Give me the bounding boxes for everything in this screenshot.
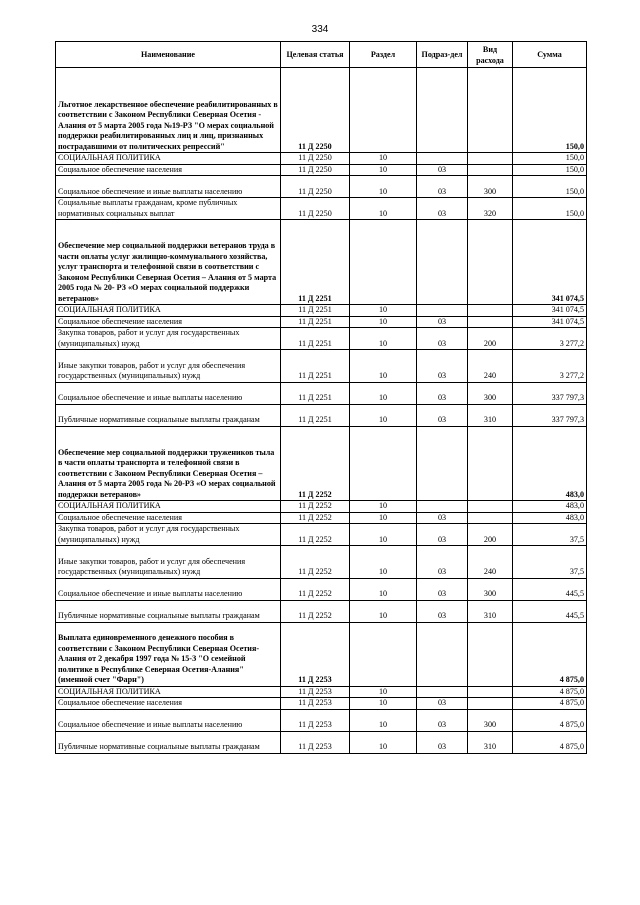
budget-table: [55, 41, 587, 754]
cell-expense-type: 310: [468, 404, 513, 426]
cell-expense-type: 240: [468, 546, 513, 579]
table-row: [56, 578, 587, 600]
cell-section: 10: [350, 578, 417, 600]
table-row: [56, 512, 587, 524]
cell-name: Закупка товаров, работ и услуг для государственных (муниципальных) нужд: [56, 524, 281, 546]
cell-subsection: 03: [417, 512, 468, 524]
cell-target-article: 11 Д 2251: [281, 316, 350, 328]
cell-subsection: [417, 220, 468, 305]
cell-expense-type: [468, 426, 513, 501]
cell-sum: 150,0: [513, 68, 587, 153]
cell-section: [350, 220, 417, 305]
cell-name: Социальные выплаты гражданам, кроме публичных нормативных социальных выплат: [56, 198, 281, 220]
table-row: [56, 153, 587, 165]
cell-name: Иные закупки товаров, работ и услуг для обеспечения государственных (муниципальных) нужд: [56, 546, 281, 579]
cell-section: 10: [350, 686, 417, 698]
table-row: [56, 709, 587, 731]
cell-sum: 445,5: [513, 578, 587, 600]
cell-subsection: 03: [417, 382, 468, 404]
cell-expense-type: 300: [468, 709, 513, 731]
cell-name: Публичные нормативные социальные выплаты гражданам: [56, 404, 281, 426]
cell-target-article: 11 Д 2253: [281, 622, 350, 686]
cell-expense-type: 300: [468, 176, 513, 198]
cell-name: Выплата единовременного денежного пособия в соответствии с Законом Республики Северная Осетия-Алания от 2 декабря 1997 года № 15-З "О семейной политике в Республике Северная Осетия-Алания" (именной счет "Фарн"): [56, 622, 281, 686]
cell-target-article: 11 Д 2250: [281, 198, 350, 220]
cell-expense-type: 200: [468, 328, 513, 350]
cell-expense-type: [468, 686, 513, 698]
cell-expense-type: [468, 305, 513, 317]
cell-section: [350, 68, 417, 153]
cell-name: Социальное обеспечение и иные выплаты населению: [56, 578, 281, 600]
table-row: [56, 546, 587, 579]
table-row: [56, 524, 587, 546]
cell-subsection: 03: [417, 731, 468, 753]
cell-target-article: 11 Д 2252: [281, 501, 350, 513]
cell-subsection: 03: [417, 350, 468, 383]
cell-expense-type: [468, 622, 513, 686]
cell-name: Публичные нормативные социальные выплаты гражданам: [56, 600, 281, 622]
cell-subsection: 03: [417, 164, 468, 176]
cell-expense-type: 300: [468, 382, 513, 404]
cell-sum: 341 074,5: [513, 220, 587, 305]
cell-section: 10: [350, 328, 417, 350]
cell-expense-type: [468, 316, 513, 328]
table-row: [56, 426, 587, 501]
cell-expense-type: 310: [468, 731, 513, 753]
cell-section: 10: [350, 404, 417, 426]
cell-section: 10: [350, 546, 417, 579]
cell-target-article: 11 Д 2250: [281, 153, 350, 165]
cell-expense-type: 240: [468, 350, 513, 383]
table-row: [56, 622, 587, 686]
cell-name: Социальное обеспечение населения: [56, 164, 281, 176]
cell-expense-type: [468, 501, 513, 513]
cell-section: 10: [350, 600, 417, 622]
cell-expense-type: [468, 220, 513, 305]
cell-section: 10: [350, 501, 417, 513]
table-row: [56, 600, 587, 622]
cell-expense-type: [468, 153, 513, 165]
cell-section: 10: [350, 698, 417, 710]
cell-section: 10: [350, 164, 417, 176]
cell-name: Социальное обеспечение населения: [56, 316, 281, 328]
cell-section: 10: [350, 305, 417, 317]
table-row: [56, 164, 587, 176]
cell-subsection: 03: [417, 198, 468, 220]
cell-target-article: 11 Д 2252: [281, 426, 350, 501]
table-row: [56, 350, 587, 383]
cell-name: СОЦИАЛЬНАЯ ПОЛИТИКА: [56, 686, 281, 698]
header-expense-type: Вид расхода: [468, 42, 513, 68]
cell-expense-type: 310: [468, 600, 513, 622]
cell-sum: 337 797,3: [513, 382, 587, 404]
cell-name: Обеспечение мер социальной поддержки тружеников тыла в части оплаты транспорта и телефонной связи в соответствии с Законом Республики Северная Осетия – Алания от 5 марта 2005 года № 20-РЗ «О мерах социальной поддержки ветеранов»: [56, 426, 281, 501]
cell-subsection: [417, 686, 468, 698]
cell-expense-type: [468, 68, 513, 153]
cell-section: 10: [350, 512, 417, 524]
table-row: [56, 316, 587, 328]
cell-expense-type: [468, 512, 513, 524]
cell-target-article: 11 Д 2251: [281, 350, 350, 383]
cell-subsection: [417, 501, 468, 513]
cell-section: 10: [350, 153, 417, 165]
cell-section: 10: [350, 382, 417, 404]
cell-name: Иные закупки товаров, работ и услуг для обеспечения государственных (муниципальных) нужд: [56, 350, 281, 383]
cell-subsection: 03: [417, 176, 468, 198]
table-row: [56, 731, 587, 753]
cell-sum: 37,5: [513, 546, 587, 579]
cell-sum: 4 875,0: [513, 709, 587, 731]
cell-sum: 483,0: [513, 426, 587, 501]
header-section: Раздел: [350, 42, 417, 68]
cell-target-article: 11 Д 2253: [281, 709, 350, 731]
cell-name: Публичные нормативные социальные выплаты гражданам: [56, 731, 281, 753]
cell-sum: 3 277,2: [513, 350, 587, 383]
table-row: [56, 404, 587, 426]
cell-section: 10: [350, 524, 417, 546]
cell-name: Закупка товаров, работ и услуг для государственных (муниципальных) нужд: [56, 328, 281, 350]
cell-target-article: 11 Д 2253: [281, 686, 350, 698]
cell-name: СОЦИАЛЬНАЯ ПОЛИТИКА: [56, 305, 281, 317]
cell-name: Социальное обеспечение населения: [56, 512, 281, 524]
cell-target-article: 11 Д 2250: [281, 68, 350, 153]
cell-subsection: 03: [417, 316, 468, 328]
cell-subsection: [417, 68, 468, 153]
cell-expense-type: [468, 164, 513, 176]
cell-name: Обеспечение мер социальной поддержки ветеранов труда в части оплаты услуг жилищно-коммунального хозяйства, услуг транспорта и телефонной связи в соответствии с Законом Республики Северная Осетия – Алания от 5 марта 2005 года № 20- РЗ «О мерах социальной поддержки ветеранов»: [56, 220, 281, 305]
cell-section: 10: [350, 731, 417, 753]
table-body: [56, 68, 587, 754]
cell-subsection: [417, 153, 468, 165]
cell-target-article: 11 Д 2252: [281, 524, 350, 546]
header-target-article: Целевая статья: [281, 42, 350, 68]
cell-name: СОЦИАЛЬНАЯ ПОЛИТИКА: [56, 153, 281, 165]
cell-sum: 4 875,0: [513, 686, 587, 698]
cell-sum: 3 277,2: [513, 328, 587, 350]
cell-subsection: 03: [417, 328, 468, 350]
cell-expense-type: 200: [468, 524, 513, 546]
cell-target-article: 11 Д 2251: [281, 305, 350, 317]
cell-target-article: 11 Д 2250: [281, 164, 350, 176]
cell-target-article: 11 Д 2253: [281, 698, 350, 710]
cell-section: 10: [350, 350, 417, 383]
cell-subsection: 03: [417, 698, 468, 710]
cell-subsection: 03: [417, 524, 468, 546]
cell-subsection: 03: [417, 578, 468, 600]
cell-target-article: 11 Д 2251: [281, 328, 350, 350]
table-row: [56, 686, 587, 698]
cell-sum: 445,5: [513, 600, 587, 622]
table-row: [56, 305, 587, 317]
table-row: [56, 382, 587, 404]
cell-target-article: 11 Д 2251: [281, 220, 350, 305]
cell-section: [350, 426, 417, 501]
table-row: [56, 176, 587, 198]
header-sum: Сумма: [513, 42, 587, 68]
cell-name: Социальное обеспечение населения: [56, 698, 281, 710]
cell-target-article: 11 Д 2252: [281, 512, 350, 524]
cell-target-article: 11 Д 2253: [281, 731, 350, 753]
cell-name: Социальное обеспечение и иные выплаты населению: [56, 176, 281, 198]
cell-target-article: 11 Д 2251: [281, 404, 350, 426]
table-row: [56, 328, 587, 350]
cell-sum: 150,0: [513, 153, 587, 165]
header-name: Наименование: [56, 42, 281, 68]
cell-sum: 4 875,0: [513, 622, 587, 686]
cell-subsection: 03: [417, 546, 468, 579]
cell-sum: 150,0: [513, 176, 587, 198]
cell-section: 10: [350, 198, 417, 220]
cell-sum: 483,0: [513, 501, 587, 513]
cell-subsection: 03: [417, 600, 468, 622]
table-row: [56, 198, 587, 220]
cell-sum: 150,0: [513, 164, 587, 176]
cell-section: 10: [350, 176, 417, 198]
cell-sum: 341 074,5: [513, 316, 587, 328]
cell-name: СОЦИАЛЬНАЯ ПОЛИТИКА: [56, 501, 281, 513]
cell-expense-type: [468, 698, 513, 710]
cell-sum: 4 875,0: [513, 731, 587, 753]
page-number: 334: [311, 24, 329, 35]
cell-sum: 341 074,5: [513, 305, 587, 317]
cell-sum: 4 875,0: [513, 698, 587, 710]
cell-sum: 337 797,3: [513, 404, 587, 426]
cell-name: Социальное обеспечение и иные выплаты населению: [56, 382, 281, 404]
table-row: [56, 501, 587, 513]
cell-subsection: [417, 305, 468, 317]
cell-section: 10: [350, 316, 417, 328]
cell-expense-type: 320: [468, 198, 513, 220]
cell-target-article: 11 Д 2252: [281, 546, 350, 579]
cell-target-article: 11 Д 2250: [281, 176, 350, 198]
cell-sum: 37,5: [513, 524, 587, 546]
cell-target-article: 11 Д 2252: [281, 600, 350, 622]
cell-name: Льготное лекарственное обеспечение реабилитированных в соответствии с Законом Республики Северная Осетия - Алания от 5 марта 2005 года №19-РЗ "О мерах социальной поддержки реабилитированных лиц и лиц, признанных пострадавшими от политических репрессий": [56, 68, 281, 153]
cell-sum: 483,0: [513, 512, 587, 524]
cell-subsection: 03: [417, 709, 468, 731]
cell-name: Социальное обеспечение и иные выплаты населению: [56, 709, 281, 731]
cell-target-article: 11 Д 2252: [281, 578, 350, 600]
table-header-row: [56, 42, 587, 68]
cell-section: 10: [350, 709, 417, 731]
cell-target-article: 11 Д 2251: [281, 382, 350, 404]
cell-expense-type: 300: [468, 578, 513, 600]
cell-subsection: 03: [417, 404, 468, 426]
cell-sum: 150,0: [513, 198, 587, 220]
cell-subsection: [417, 622, 468, 686]
header-subsection: Подраз-дел: [417, 42, 468, 68]
cell-subsection: [417, 426, 468, 501]
cell-section: [350, 622, 417, 686]
table-row: [56, 68, 587, 153]
table-row: [56, 220, 587, 305]
table-row: [56, 698, 587, 710]
